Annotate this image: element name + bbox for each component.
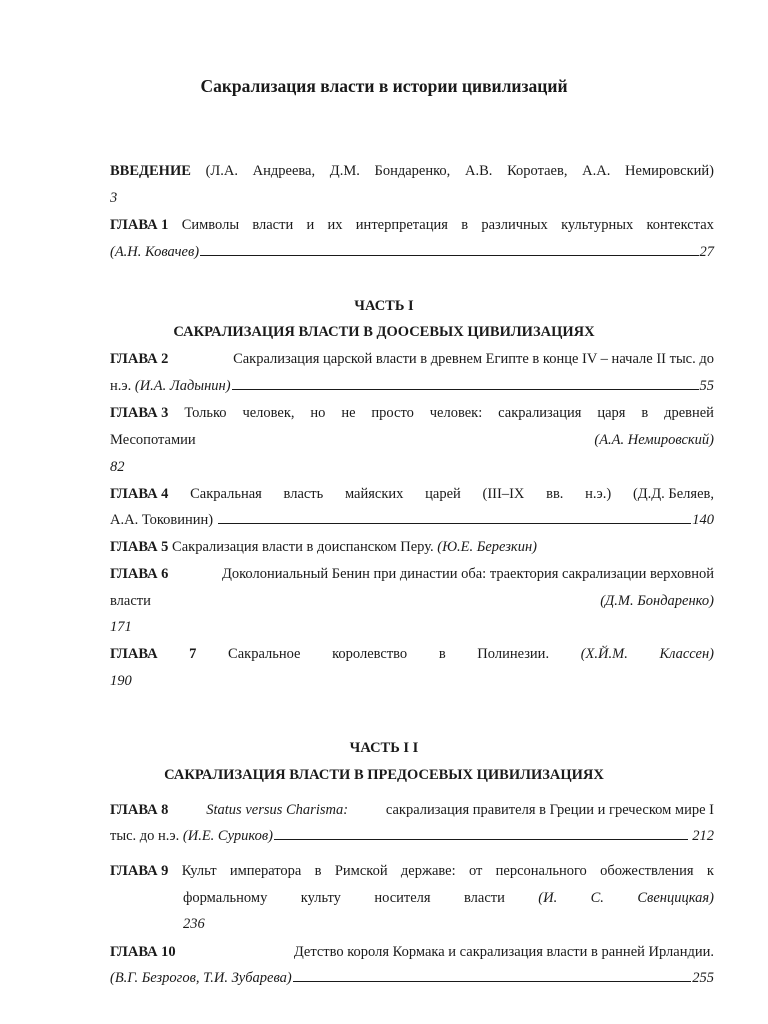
ch3-word: древней: [664, 405, 714, 421]
ch9-word: культу: [300, 890, 341, 906]
ch9-author-part: (И.: [538, 890, 558, 906]
ch6-author: (Д.М. Бондаренко): [600, 593, 714, 609]
intro-word: Немировский): [625, 163, 714, 179]
ch1-word: различных: [481, 217, 548, 233]
ch1-word: власти: [252, 217, 294, 233]
intro-word: А.А.: [582, 163, 611, 179]
ch4-page-number: 140: [692, 512, 714, 528]
ch3-word: царя: [597, 405, 626, 421]
ch3-word: просто: [371, 405, 414, 421]
ch10-author-line: [110, 968, 714, 988]
ch9-word: от: [468, 863, 483, 879]
ch4-word: (III–IX: [482, 486, 525, 502]
ch3-text-cont: Месопотамии: [110, 432, 196, 448]
ch6-text: Доколониальный Бенин при династии оба: траектория сакрализации верховной: [221, 566, 714, 582]
ch2-author: (И.А. Ладынин): [134, 378, 231, 394]
ch1-author: (А.Н. Ковачев): [110, 244, 200, 260]
ch9-word: обожествления: [600, 863, 694, 879]
ch3-label: ГЛАВА 3: [110, 405, 169, 421]
ch9-author-part: С.: [590, 890, 604, 906]
ch10-text: Детство короля Кормака и сакрализация власти в ранней Ирландии.: [293, 944, 714, 960]
part1-label: ЧАСТЬ I: [354, 298, 414, 314]
ch4-author-line: [110, 510, 714, 530]
ch9-word: императора: [229, 863, 302, 879]
ch1-author-line: [110, 242, 714, 262]
ch8-page-number: 212: [692, 828, 714, 844]
ch4-word: царей: [425, 486, 461, 502]
ch9-word: формальному: [183, 890, 268, 906]
intro-word: А.В.: [465, 163, 493, 179]
ch1-word: культурных: [561, 217, 634, 233]
ch5-label: ГЛАВА 5: [110, 539, 169, 555]
ch9-word: носителя: [374, 890, 431, 906]
ch3-word: человек,: [242, 405, 295, 421]
ch3-word: в: [641, 405, 649, 421]
leader-line: [232, 376, 699, 390]
ch1-word: Символы: [181, 217, 240, 233]
part1-title: САКРАЛИЗАЦИЯ ВЛАСТИ В ДООСЕВЫХ ЦИВИЛИЗАЦИЯХ: [173, 324, 595, 340]
ch7-page-number: 190: [110, 673, 132, 689]
ch7-author-part: (Х.Й.М.: [580, 646, 628, 662]
ch7-word: Сакральное: [228, 646, 301, 662]
ch4-word: власть: [283, 486, 324, 502]
ch2-text: Сакрализация царской власти в древнем Египте в конце IV – начале II тыс. до: [233, 351, 714, 367]
toc-entry-intro: [110, 161, 714, 181]
ch4-word: (Д.Д. Беляев,: [632, 486, 714, 502]
intro-word: Д.М.: [329, 163, 360, 179]
ch7-page-line: [110, 671, 714, 691]
toc-entry-ch4: [110, 484, 714, 504]
ch8-italic: Status versus Charisma:: [206, 802, 349, 818]
leader-line: [218, 510, 692, 524]
part2-title: САКРАЛИЗАЦИЯ ВЛАСТИ В ПРЕДОСЕВЫХ ЦИВИЛИЗАЦИЯХ: [164, 767, 604, 783]
ch1-word: интерпретация: [355, 217, 448, 233]
leader-line: [293, 968, 692, 982]
ch4-word: вв.: [546, 486, 564, 502]
ch9-word: Римской: [334, 863, 388, 879]
ch1-word: их: [327, 217, 343, 233]
ch10-label: ГЛАВА 10: [110, 944, 176, 960]
ch4-word: майяских: [344, 486, 404, 502]
intro-word: Андреева,: [252, 163, 316, 179]
ch2-text-cont: н.э.: [110, 378, 132, 394]
part2-label: ЧАСТЬ I I: [349, 740, 419, 756]
toc-entry-ch6: [110, 564, 714, 584]
ch3-word: Только: [184, 405, 227, 421]
ch6-author-line: [110, 591, 714, 611]
ch9-page-number: 236: [183, 916, 205, 932]
ch9-word: персонального: [495, 863, 587, 879]
ch8-text: сакрализация правителя в Греции и греческом мире I: [385, 802, 714, 818]
ch4-label: ГЛАВА 4: [110, 486, 169, 502]
ch8-author-line: [110, 826, 714, 846]
ch1-word: и: [306, 217, 315, 233]
intro-word: (Л.А.: [205, 163, 238, 179]
ch3-page-number: 82: [110, 459, 125, 475]
intro-word: Коротаев,: [507, 163, 568, 179]
ch10-author: (В.Г. Безрогов, Т.И. Зубарева): [110, 970, 292, 986]
intro-page-line: [110, 188, 714, 208]
ch3-word: но: [310, 405, 326, 421]
toc-entry-ch8: [110, 800, 714, 820]
ch3-word: сакрализация: [498, 405, 582, 421]
document-title: Сакрализация власти в истории цивилизаций: [200, 76, 568, 96]
ch3-author-line: [110, 430, 714, 450]
ch8-label: ГЛАВА 8: [110, 802, 169, 818]
ch7-word: Полинезии.: [477, 646, 550, 662]
toc-entry-ch5: [110, 537, 714, 557]
ch9-word: власти: [464, 890, 505, 906]
intro-word: Бондаренко,: [374, 163, 451, 179]
ch5-author: (Ю.Е. Березкин): [437, 539, 537, 555]
ch9-author-part: Свенцицкая): [637, 890, 714, 906]
ch4-author: А.А. Токовинин): [110, 512, 214, 528]
ch8-author: (И.Е. Суриков): [182, 828, 273, 844]
ch9-word: к: [706, 863, 714, 879]
toc-entry-ch9: [110, 861, 714, 881]
ch7-label: ГЛАВА: [110, 646, 158, 662]
ch3-page-line: [110, 457, 714, 477]
ch6-page-line: [110, 617, 714, 637]
intro-page-number: 3: [110, 190, 118, 206]
ch2-label: ГЛАВА 2: [110, 351, 169, 367]
ch1-page-number: 27: [699, 244, 714, 260]
ch3-word: человек:: [429, 405, 483, 421]
ch6-label: ГЛАВА 6: [110, 566, 169, 582]
ch10-page-number: 255: [692, 970, 714, 986]
ch3-word: не: [341, 405, 356, 421]
ch2-page-number: 55: [699, 378, 714, 394]
intro-label: ВВЕДЕНИЕ: [110, 163, 191, 179]
ch5-text: Сакрализация власти в доиспанском Перу.: [172, 539, 434, 555]
toc-entry-ch10: [110, 942, 714, 962]
ch1-word: контекстах: [646, 217, 714, 233]
ch6-page-number: 171: [110, 619, 132, 635]
ch4-word: н.э.): [585, 486, 612, 502]
toc-entry-ch3: [110, 403, 714, 423]
ch9-label: ГЛАВА 9: [110, 863, 169, 879]
ch7-word: в: [438, 646, 446, 662]
ch2-author-line: [110, 376, 714, 396]
ch9-author-line: [183, 888, 714, 908]
ch6-text-cont: власти: [110, 593, 151, 609]
leader-line: [274, 826, 688, 840]
ch7-number: 7: [189, 646, 197, 662]
toc-entry-ch1: [110, 215, 714, 235]
ch8-text-cont: тыс. до н.э.: [110, 828, 180, 844]
toc-entry-ch7: [110, 644, 714, 664]
ch1-label: ГЛАВА 1: [110, 217, 169, 233]
ch9-word: Культ: [181, 863, 217, 879]
ch7-word: королевство: [332, 646, 408, 662]
ch3-author: (А.А. Немировский): [594, 432, 714, 448]
toc-entry-ch2: [110, 349, 714, 369]
ch7-author-part: Классен): [659, 646, 714, 662]
ch1-word: в: [461, 217, 469, 233]
ch9-word: державе:: [400, 863, 456, 879]
leader-line: [200, 242, 698, 256]
ch4-word: Сакральная: [190, 486, 262, 502]
ch9-page-line: [183, 914, 283, 934]
ch9-word: в: [314, 863, 322, 879]
